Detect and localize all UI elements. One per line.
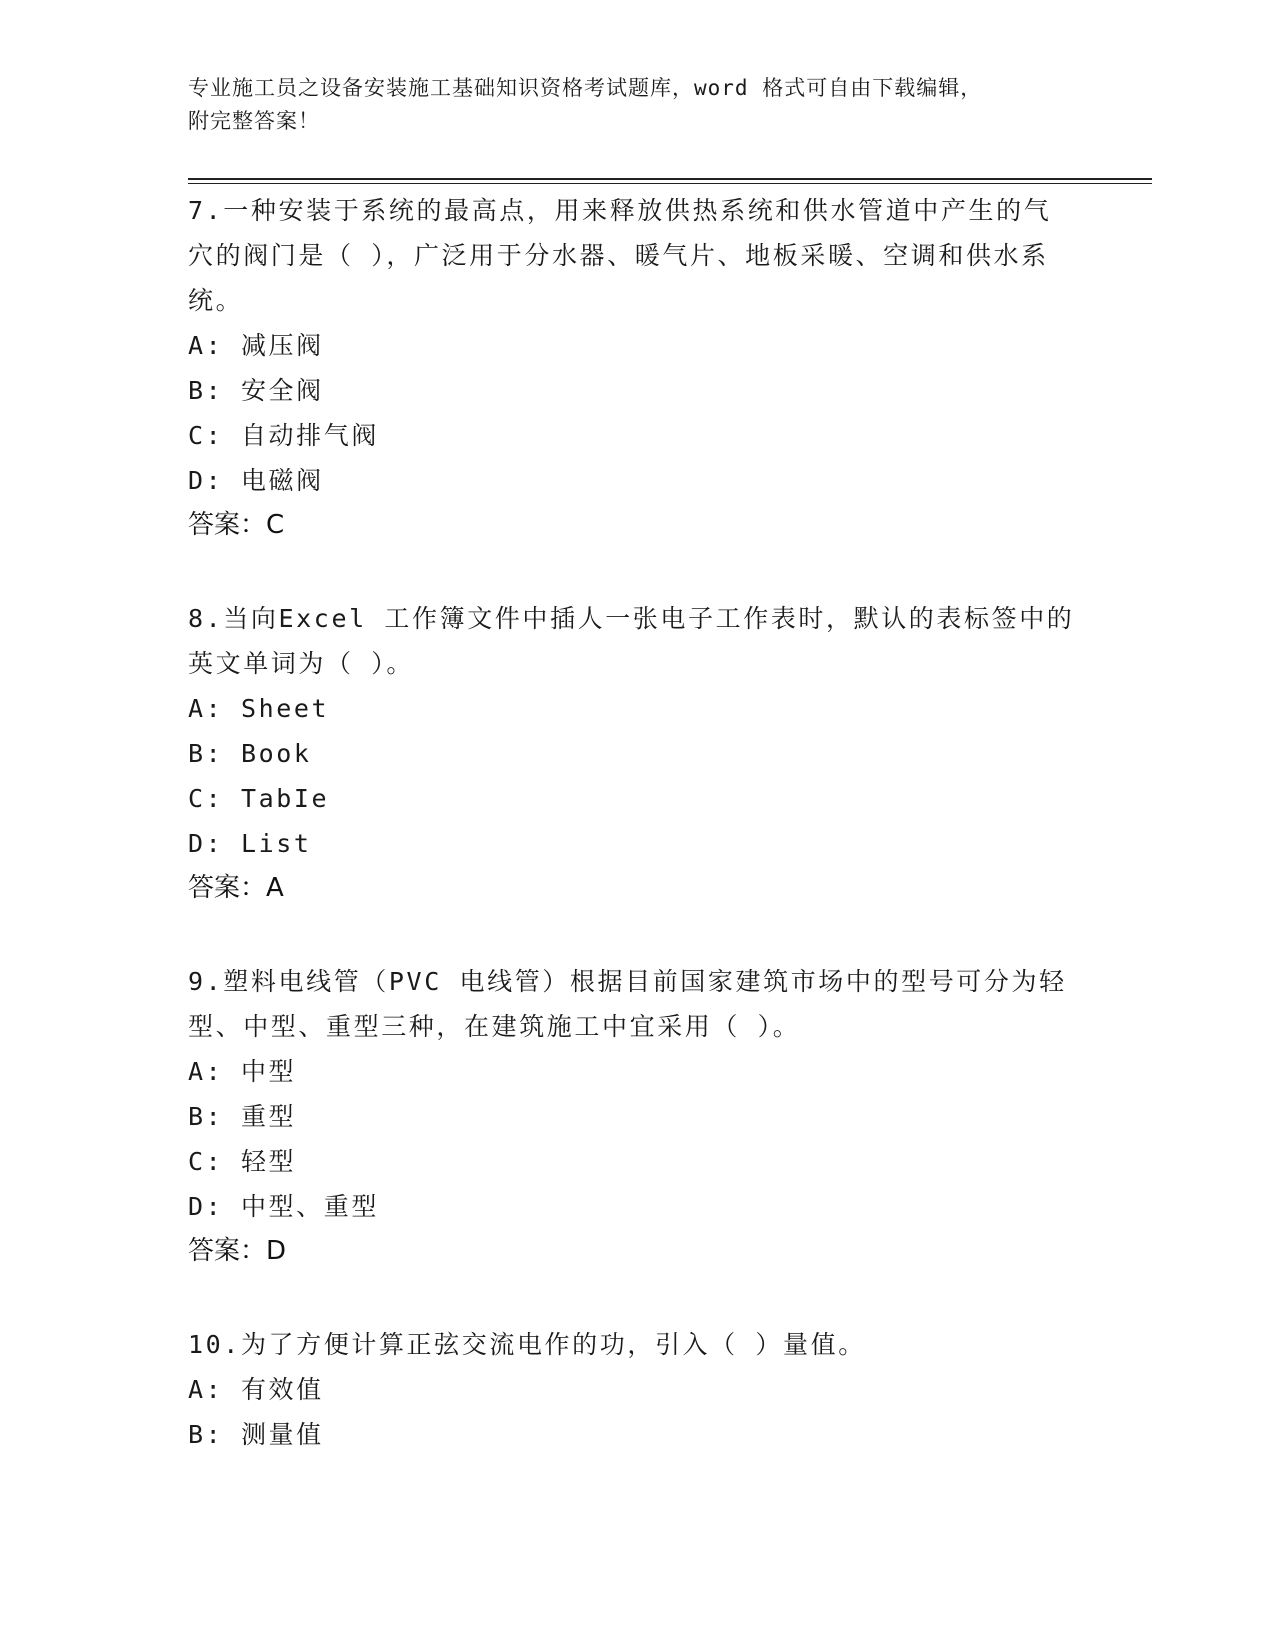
option-d: D: List	[188, 829, 312, 858]
question-item	[188, 959, 1088, 1274]
question-spacer	[188, 1274, 1088, 1322]
answer-line: 答案：A	[188, 873, 284, 903]
document-header	[188, 72, 1068, 138]
question-stem: 10.为了方便计算正弦交流电作的功，引入（ ）量值。	[188, 1330, 866, 1359]
question-stem: 9.塑料电线管（PVC 电线管）根据目前国家建筑市场中的型号可分为轻型、中型、重型三种，在建筑施工中宜采用（ ）。	[188, 967, 1067, 1041]
question-spacer	[188, 911, 1088, 959]
header-line-1: 专业施工员之设备安装施工基础知识资格考试题库，word 格式可自由下载编辑，	[188, 76, 983, 100]
option-b: B: 重型	[188, 1102, 297, 1131]
option-c: C: 轻型	[188, 1147, 297, 1176]
question-stem: 8.当向Excel 工作簿文件中插人一张电子工作表时，默认的表标签中的英文单词为（ ）。	[188, 604, 1075, 678]
option-a: A: 有效值	[188, 1375, 324, 1404]
question-item	[188, 188, 1088, 548]
option-a: A: 中型	[188, 1057, 297, 1086]
question-list	[188, 188, 1088, 1457]
header-divider-thin	[188, 183, 1152, 184]
option-b: B: 测量值	[188, 1420, 324, 1449]
question-stem: 7.一种安装于系统的最高点，用来释放供热系统和供水管道中产生的气穴的阀门是（ ），广泛用于分水器、暖气片、地板采暖、空调和供水系统。	[188, 196, 1052, 315]
question-spacer	[188, 548, 1088, 596]
option-b: B: Book	[188, 739, 312, 768]
option-c: C: TabIe	[188, 784, 330, 813]
question-item	[188, 1322, 1088, 1457]
header-divider-thick	[188, 178, 1152, 180]
option-a: A: 减压阀	[188, 331, 324, 360]
option-d: D: 中型、重型	[188, 1192, 379, 1221]
answer-line: 答案：C	[188, 510, 285, 540]
option-a: A: Sheet	[188, 694, 330, 723]
option-b: B: 安全阀	[188, 376, 324, 405]
option-d: D: 电磁阀	[188, 466, 324, 495]
option-c: C: 自动排气阀	[188, 421, 379, 450]
question-item	[188, 596, 1088, 911]
header-line-2: 附完整答案！	[188, 109, 320, 133]
answer-line: 答案：D	[188, 1236, 287, 1266]
